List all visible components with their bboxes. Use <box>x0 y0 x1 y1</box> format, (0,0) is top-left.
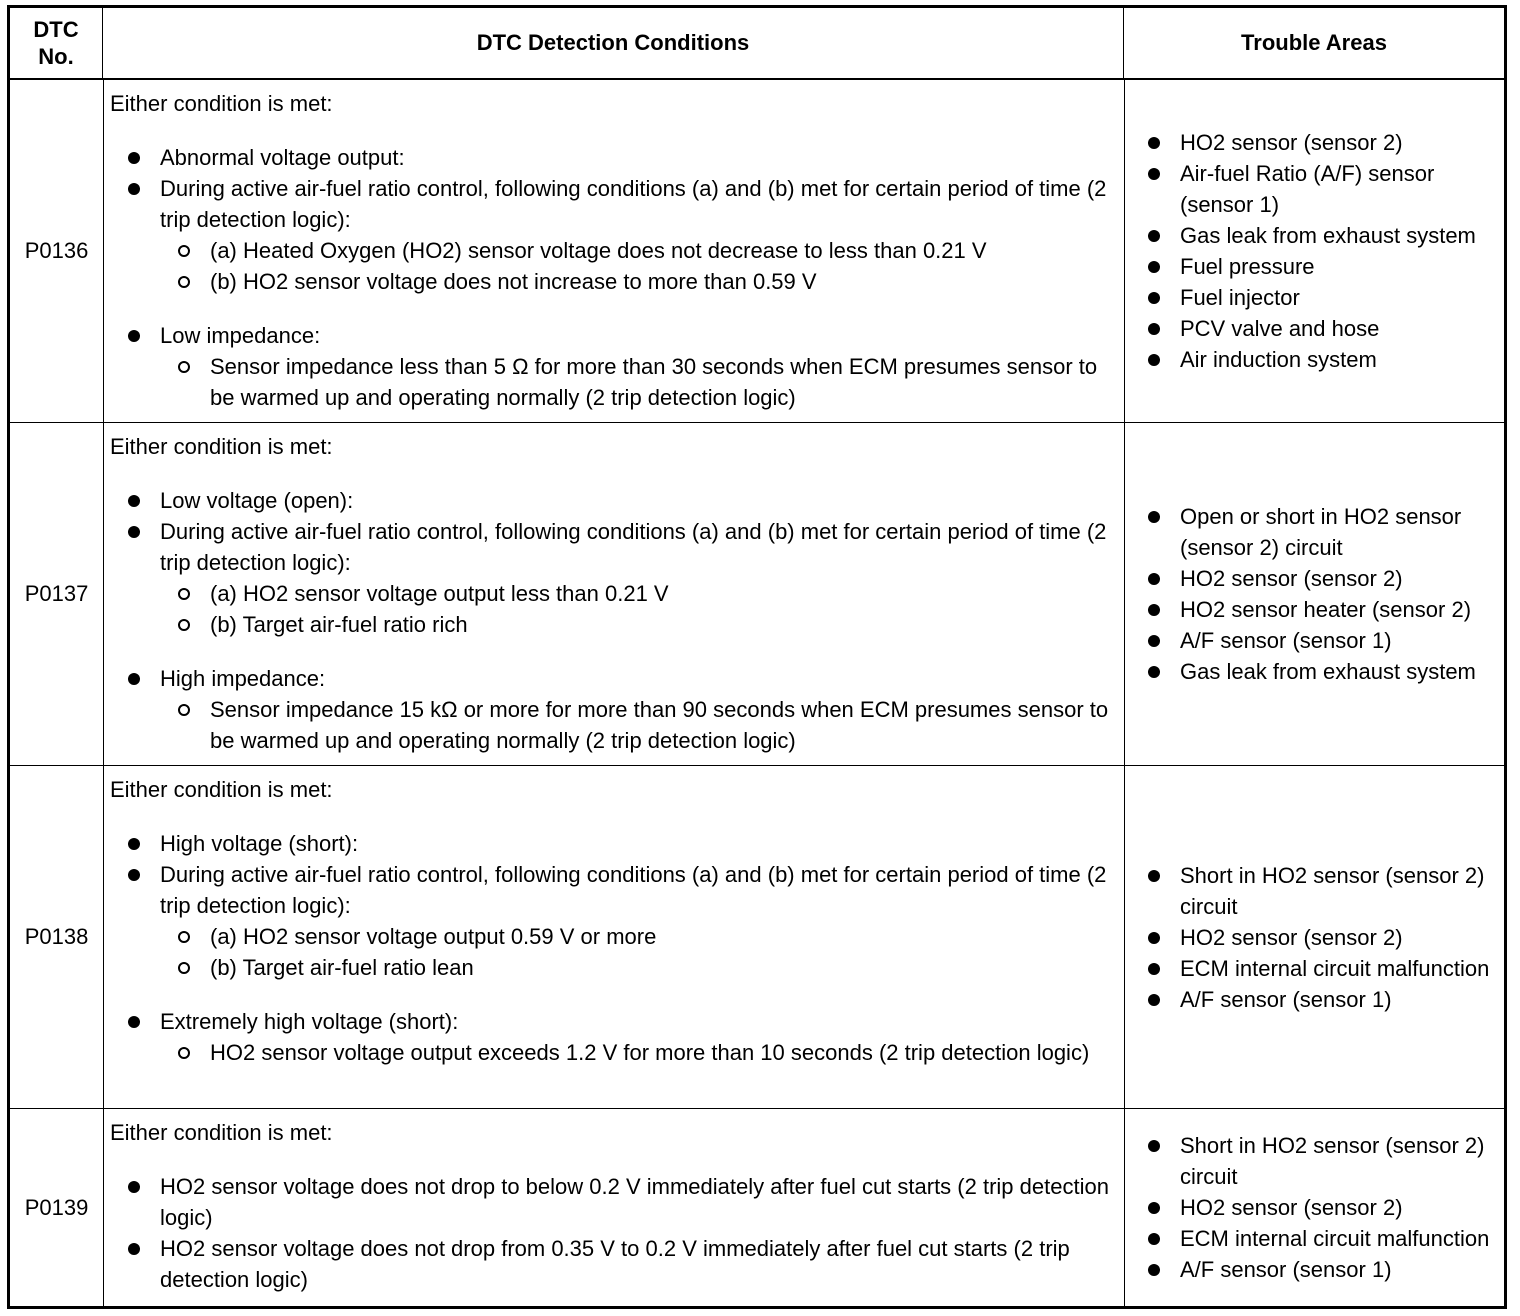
condition-subitem: (b) Target air-fuel ratio lean <box>110 952 1124 983</box>
trouble-areas <box>1125 1109 1504 1306</box>
condition-subitem: Sensor impedance 15 kΩ or more for more than 90 seconds when ECM presumes sensor to be warmed up and operating normally (2 trip detection logic) <box>110 694 1124 756</box>
condition-group <box>110 663 1124 756</box>
condition-subitem: (a) Heated Oxygen (HO2) sensor voltage does not decrease to less than 0.21 V <box>110 235 1124 266</box>
trouble-area-item: Gas leak from exhaust system <box>1145 220 1504 251</box>
trouble-area-list <box>1145 860 1504 1015</box>
condition-subitem: (a) HO2 sensor voltage output 0.59 V or more <box>110 921 1124 952</box>
trouble-area-item: Open or short in HO2 sensor (sensor 2) circuit <box>1145 501 1504 563</box>
table-body <box>10 80 1504 1306</box>
condition-group <box>110 1006 1124 1068</box>
trouble-area-list <box>1145 1130 1504 1285</box>
trouble-area-item: PCV valve and hose <box>1145 313 1504 344</box>
condition-item: Extremely high voltage (short): <box>110 1006 1124 1037</box>
dtc-code: P0137 <box>10 423 104 765</box>
trouble-areas <box>1125 766 1504 1108</box>
trouble-area-item: A/F sensor (sensor 1) <box>1145 984 1504 1015</box>
conditions-intro: Either condition is met: <box>110 434 333 459</box>
dtc-code: P0139 <box>10 1109 104 1306</box>
header-conditions: DTC Detection Conditions <box>103 8 1124 78</box>
condition-subitem: Sensor impedance less than 5 Ω for more than 30 seconds when ECM presumes sensor to be warmed up and operating normally (2 trip detection logic) <box>110 351 1124 413</box>
table-row <box>10 1108 1504 1306</box>
conditions-intro: Either condition is met: <box>110 91 333 116</box>
trouble-area-item: Short in HO2 sensor (sensor 2) circuit <box>1145 860 1504 922</box>
detection-conditions <box>104 1109 1125 1306</box>
trouble-area-list <box>1145 127 1504 375</box>
table-row <box>10 80 1504 422</box>
dtc-code: P0136 <box>10 80 104 422</box>
conditions-intro: Either condition is met: <box>110 777 333 802</box>
condition-subitem: HO2 sensor voltage output exceeds 1.2 V for more than 10 seconds (2 trip detection logic) <box>110 1037 1124 1068</box>
condition-subitem: (b) Target air-fuel ratio rich <box>110 609 1124 640</box>
condition-item: Low impedance: <box>110 320 1124 351</box>
trouble-area-item: HO2 sensor (sensor 2) <box>1145 127 1504 158</box>
detection-conditions <box>104 80 1125 422</box>
condition-group <box>110 1171 1124 1295</box>
header-trouble-areas: Trouble Areas <box>1241 30 1387 55</box>
trouble-area-list <box>1145 501 1504 687</box>
trouble-areas <box>1125 423 1504 765</box>
condition-item: During active air-fuel ratio control, following conditions (a) and (b) met for certain period of time (2 trip detection logic): <box>110 173 1124 235</box>
trouble-area-item: Fuel pressure <box>1145 251 1504 282</box>
trouble-area-item: HO2 sensor (sensor 2) <box>1145 1192 1504 1223</box>
condition-item: HO2 sensor voltage does not drop to below 0.2 V immediately after fuel cut starts (2 trip detection logic) <box>110 1171 1124 1233</box>
trouble-area-item: ECM internal circuit malfunction <box>1145 1223 1504 1254</box>
condition-item: High impedance: <box>110 663 1124 694</box>
dtc-code: P0138 <box>10 766 104 1108</box>
condition-subitem: (a) HO2 sensor voltage output less than 0.21 V <box>110 578 1124 609</box>
dtc-table <box>7 5 1507 1309</box>
conditions-intro: Either condition is met: <box>110 1120 333 1145</box>
condition-subitem: (b) HO2 sensor voltage does not increase to more than 0.59 V <box>110 266 1124 297</box>
condition-item: During active air-fuel ratio control, following conditions (a) and (b) met for certain period of time (2 trip detection logic): <box>110 516 1124 578</box>
condition-item: During active air-fuel ratio control, following conditions (a) and (b) met for certain period of time (2 trip detection logic): <box>110 859 1124 921</box>
trouble-area-item: A/F sensor (sensor 1) <box>1145 1254 1504 1285</box>
condition-item: Low voltage (open): <box>110 485 1124 516</box>
table-row <box>10 765 1504 1108</box>
trouble-area-item: Air induction system <box>1145 344 1504 375</box>
trouble-area-item: Gas leak from exhaust system <box>1145 656 1504 687</box>
table-row <box>10 422 1504 765</box>
trouble-area-item: HO2 sensor (sensor 2) <box>1145 563 1504 594</box>
trouble-area-item: Fuel injector <box>1145 282 1504 313</box>
condition-item: HO2 sensor voltage does not drop from 0.35 V to 0.2 V immediately after fuel cut starts (2 trip detection logic) <box>110 1233 1124 1295</box>
detection-conditions <box>104 766 1125 1108</box>
trouble-area-item: Air-fuel Ratio (A/F) sensor (sensor 1) <box>1145 158 1504 220</box>
trouble-area-item: Short in HO2 sensor (sensor 2) circuit <box>1145 1130 1504 1192</box>
condition-item: High voltage (short): <box>110 828 1124 859</box>
condition-group <box>110 828 1124 983</box>
trouble-area-item: ECM internal circuit malfunction <box>1145 953 1504 984</box>
detection-conditions <box>104 423 1125 765</box>
condition-group <box>110 320 1124 413</box>
condition-item: Abnormal voltage output: <box>110 142 1124 173</box>
trouble-area-item: HO2 sensor (sensor 2) <box>1145 922 1504 953</box>
condition-group <box>110 142 1124 297</box>
table-header <box>10 8 1504 80</box>
trouble-area-item: A/F sensor (sensor 1) <box>1145 625 1504 656</box>
header-dtc-no: DTC No. <box>10 8 103 78</box>
trouble-area-item: HO2 sensor heater (sensor 2) <box>1145 594 1504 625</box>
trouble-areas <box>1125 80 1504 422</box>
condition-group <box>110 485 1124 640</box>
